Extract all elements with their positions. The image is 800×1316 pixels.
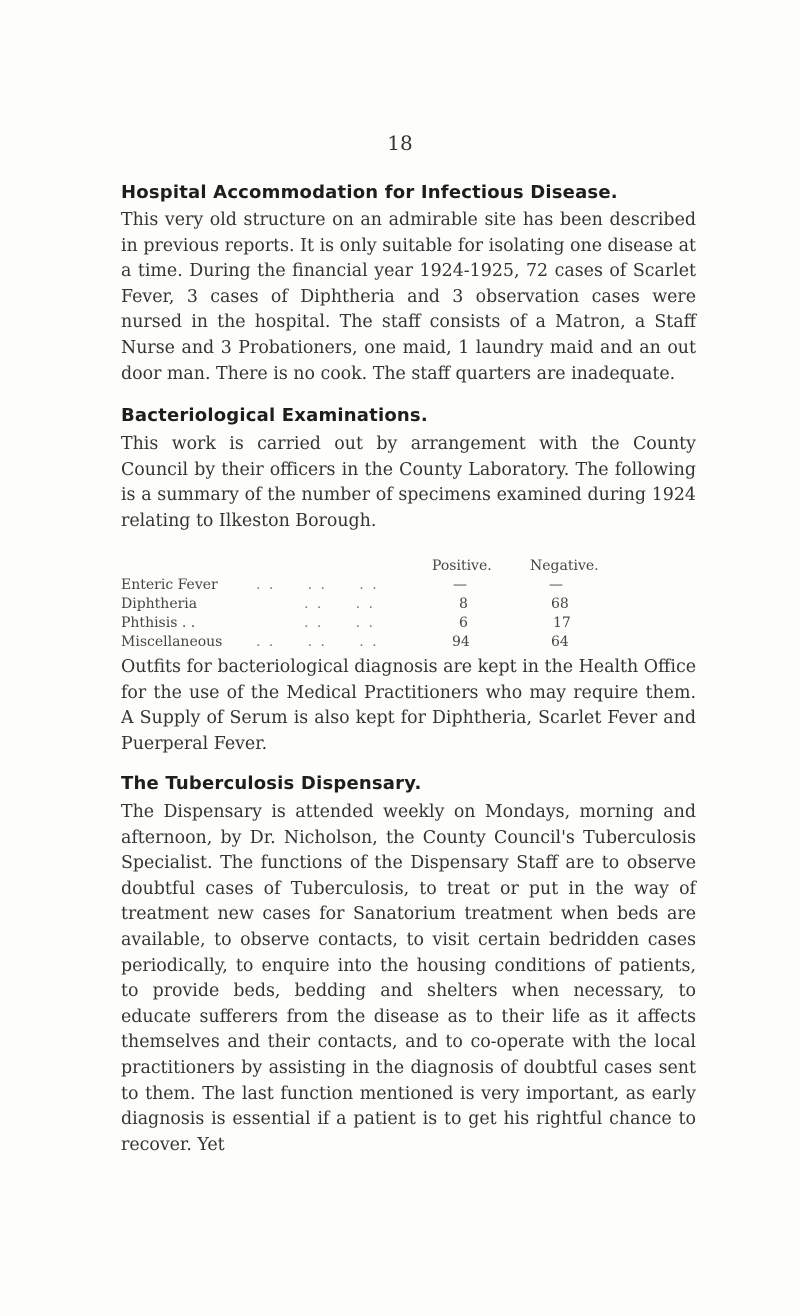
leader-dots: . . . . (304, 596, 375, 612)
positive-value: 6 (459, 615, 468, 631)
paragraph-bacteriological (121, 432, 696, 534)
negative-value: — (549, 577, 563, 593)
paragraph-dispensary (121, 800, 696, 1158)
negative-value: 17 (553, 615, 571, 631)
table-row (121, 596, 696, 615)
positive-value: 8 (459, 596, 468, 612)
section-heading-dispensary: The Tuberculosis Dispensary. (121, 773, 422, 794)
positive-value: 94 (452, 634, 470, 650)
row-label: Diphtheria (121, 596, 198, 612)
negative-value: 68 (551, 596, 569, 612)
page-number: 18 (387, 131, 413, 155)
leader-dots: . . . . . . (256, 634, 379, 650)
row-label: Enteric Fever (121, 577, 218, 593)
positive-value: — (453, 577, 467, 593)
row-label: Miscellaneous (121, 634, 223, 650)
paragraph-hospital (121, 208, 696, 387)
table-row (121, 615, 696, 634)
paragraph-text: Outfits for bacteriological diagnosis are kept in the Health Office for the use of the Medical Practitioners who may require them. A Supply of Serum is also kept for Diphtheria, Scarlet Fever and Puerperal Fever. (121, 657, 696, 754)
paragraph-text: The Dispensary is attended weekly on Mondays, morning and afternoon, by Dr. Nicholson, the County Council's Tuberculosis Specialist. The functions of the Dispensary Staff are to observe doubtful cases of Tuberculosis, to treat or put in the way of treatment new cases for Sanatorium treatment when beds are available, to observe contacts, to visit certain bedridden cases periodically, to enquire into the housing conditions of patients, to provide beds, bedding and shelters when necessary, to educate sufferers from the disease as to their life as it affects themselves and their contacts, and to co-operate with the local practitioners by assisting in the diagnosis of doubtful cases sent to them. The last function mentioned is very important, as early diagnosis is essential if a patient is to get his rightful chance to recover. Yet (121, 802, 696, 1155)
paragraph-text: This very old structure on an admirable site has been described in previous reports. It is only suitable for isolating one disease at a time. During the financial year 1924-1925, 72 cases of Scarlet Fever, 3 cases of Diphtheria and 3 observation cases were nursed in the hospital. The staff consists of a Matron, a Staff Nurse and 3 Probationers, one maid, 1 laundry maid and an out door man. There is no cook. The staff quarters are inadequate. (121, 210, 696, 384)
row-label: Phthisis . . (121, 615, 196, 631)
leader-dots: . . . . (304, 615, 375, 631)
table-row (121, 634, 696, 653)
section-heading-hospital: Hospital Accommodation for Infectious Disease. (121, 182, 618, 203)
leader-dots: . . . . . . (256, 577, 379, 593)
paragraph-text: This work is carried out by arrangement with the County Council by their officers in the County Laboratory. The following is a summary of the number of specimens examined during 1924 relating to Ilkeston Borough. (121, 434, 696, 531)
column-header-positive: Positive. (432, 558, 492, 574)
paragraph-outfits (121, 655, 696, 757)
column-header-negative: Negative. (530, 558, 599, 574)
negative-value: 64 (551, 634, 569, 650)
specimen-table (121, 558, 696, 653)
table-row (121, 577, 696, 596)
table-header-row (121, 558, 696, 577)
section-heading-bacteriological: Bacteriological Examinations. (121, 405, 428, 426)
